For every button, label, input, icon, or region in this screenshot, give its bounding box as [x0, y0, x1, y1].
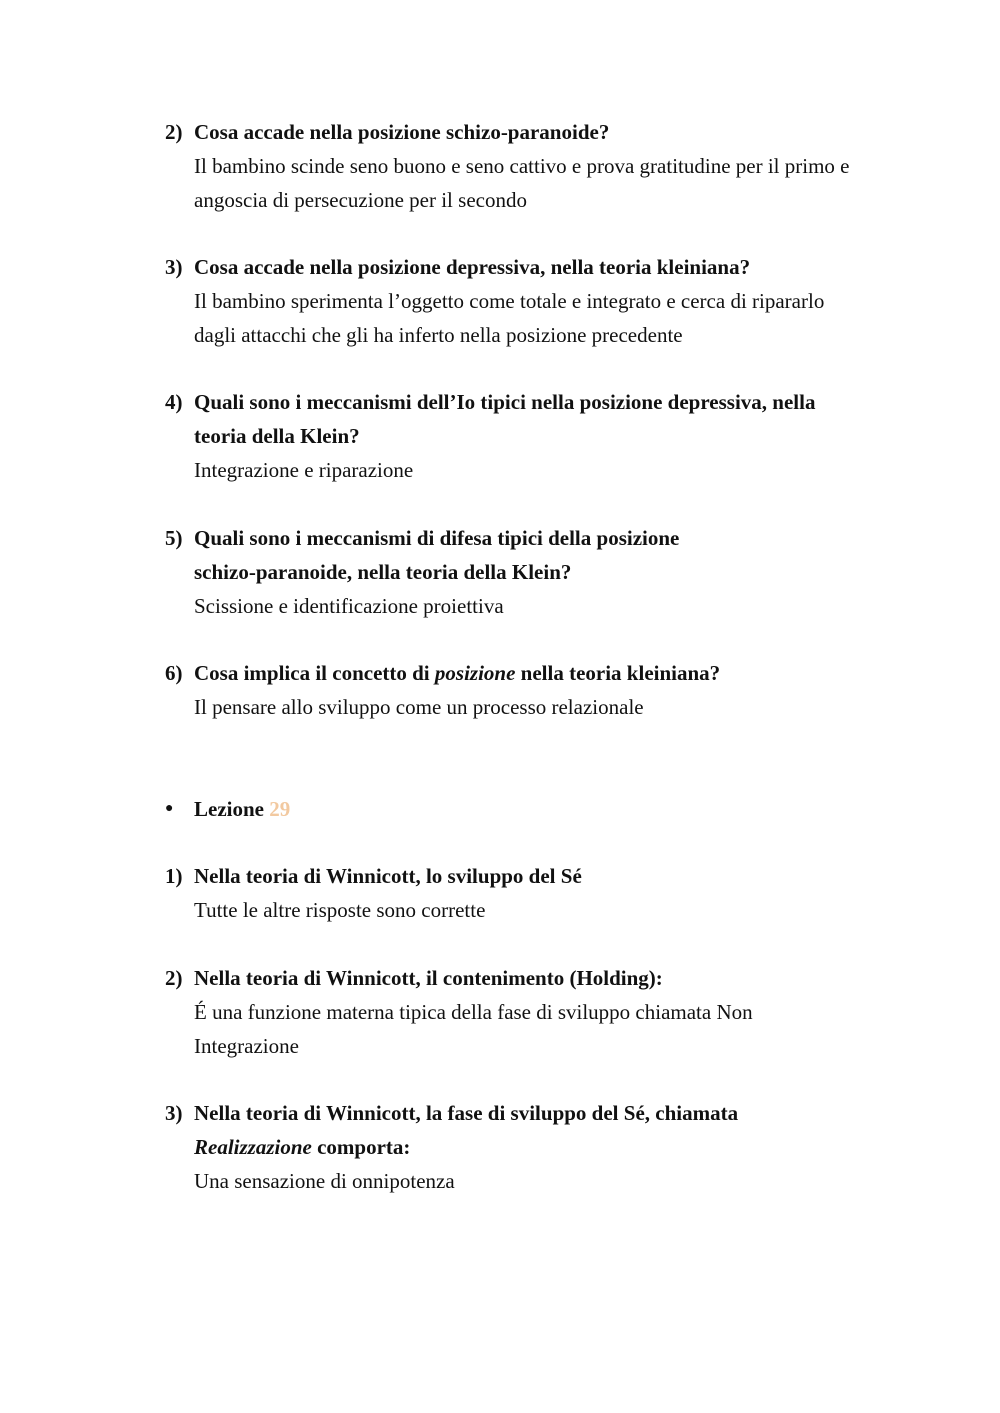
- lesson-number: 29: [269, 797, 291, 821]
- question-text: comporta:: [311, 1135, 411, 1159]
- question-line: Quali sono i meccanismi di difesa tipici della posizione: [194, 526, 680, 550]
- question-text: Cosa implica il concetto di: [194, 661, 435, 685]
- answer-line: Il bambino sperimenta l’oggetto come totale e integrato e cerca di ripararlo: [194, 289, 825, 313]
- qa-item: [165, 385, 865, 487]
- question-line: teoria della Klein?: [194, 424, 360, 448]
- question: Cosa accade nella posizione schizo-paranoide?: [194, 120, 610, 144]
- answer-line: Tutte le altre risposte sono corrette: [194, 898, 486, 922]
- answer-line: Il bambino scinde seno buono e seno cattivo e prova gratitudine per il primo e: [194, 154, 850, 178]
- question-italic-term: Realizzazione: [194, 1135, 312, 1159]
- answer-line: angoscia di persecuzione per il secondo: [194, 188, 527, 212]
- question-text: nella teoria kleiniana?: [515, 661, 721, 685]
- qa-item: [165, 521, 865, 623]
- question-line: [194, 1130, 865, 1164]
- question-line: schizo-paranoide, nella teoria della Klein?: [194, 560, 572, 584]
- item-number: 4): [165, 390, 183, 414]
- qa-item: [165, 859, 865, 927]
- qa-item: [165, 656, 865, 724]
- item-number: 3): [165, 255, 183, 279]
- answer-line: Una sensazione di onnipotenza: [194, 1169, 455, 1193]
- qa-item: [165, 1096, 865, 1198]
- question: Cosa accade nella posizione depressiva, nella teoria kleiniana?: [194, 255, 751, 279]
- item-number: 6): [165, 661, 183, 685]
- question-line: Nella teoria di Winnicott, la fase di sviluppo del Sé, chiamata: [194, 1101, 739, 1125]
- question: Nella teoria di Winnicott, lo sviluppo del Sé: [194, 864, 582, 888]
- item-number: 1): [165, 864, 183, 888]
- item-number: 2): [165, 120, 183, 144]
- answer-line: Integrazione: [194, 1034, 299, 1058]
- lesson-heading: [165, 792, 290, 826]
- qa-item: [165, 961, 865, 1063]
- lesson-label: Lezione: [194, 797, 270, 821]
- answer-line: Integrazione e riparazione: [194, 458, 414, 482]
- item-number: 2): [165, 966, 183, 990]
- question: Nella teoria di Winnicott, il contenimento (Holding):: [194, 966, 663, 990]
- item-number: 3): [165, 1101, 183, 1125]
- answer-line: É una funzione materna tipica della fase di sviluppo chiamata Non: [194, 1000, 753, 1024]
- qa-item: [165, 250, 865, 352]
- question-italic-term: posizione: [434, 661, 516, 685]
- answer-line: dagli attacchi che gli ha inferto nella posizione precedente: [194, 323, 683, 347]
- question-line: Quali sono i meccanismi dell’Io tipici nella posizione depressiva, nella: [194, 390, 816, 414]
- answer-line: Il pensare allo sviluppo come un processo relazionale: [194, 695, 644, 719]
- item-number: 5): [165, 526, 183, 550]
- question: [194, 656, 865, 690]
- answer-line: Scissione e identificazione proiettiva: [194, 594, 504, 618]
- bullet-icon: ●: [165, 801, 174, 816]
- qa-item: [165, 115, 865, 217]
